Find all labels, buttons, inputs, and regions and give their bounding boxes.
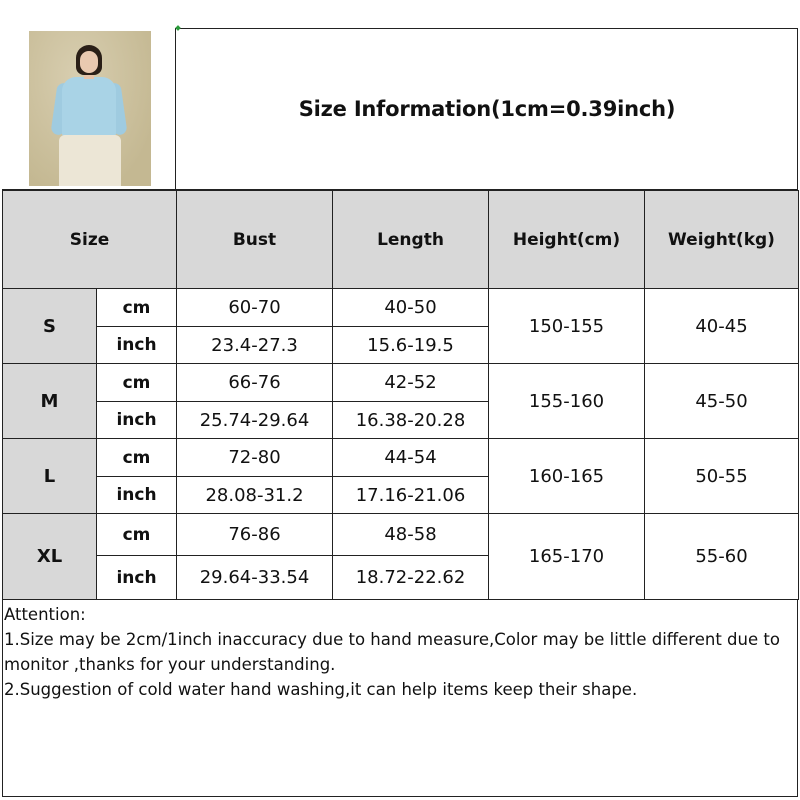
- header-length: Length: [333, 191, 489, 289]
- attention-notes: [4, 602, 796, 702]
- table-header-row: [3, 191, 799, 289]
- bust-cm: 76-86: [177, 514, 333, 556]
- header-height: Height(cm): [489, 191, 645, 289]
- size-label: S: [3, 289, 97, 364]
- title-cell: [176, 28, 798, 190]
- table-row: [3, 439, 799, 477]
- unit-inch: inch: [97, 477, 177, 514]
- notes-line-2: 2.Suggestion of cold water hand washing,it can help items keep their shape.: [4, 680, 638, 699]
- unit-inch: inch: [97, 402, 177, 439]
- size-label: L: [3, 439, 97, 514]
- size-label: M: [3, 364, 97, 439]
- table-row: [3, 289, 799, 327]
- unit-cm: cm: [97, 514, 177, 556]
- unit-inch: inch: [97, 556, 177, 600]
- height-value: 150-155: [489, 289, 645, 364]
- length-inch: 18.72-22.62: [333, 556, 489, 600]
- length-cm: 48-58: [333, 514, 489, 556]
- header-size: Size: [3, 191, 177, 289]
- notes-heading: Attention:: [4, 605, 86, 624]
- length-inch: 15.6-19.5: [333, 327, 489, 364]
- unit-cm: cm: [97, 364, 177, 402]
- product-photo: [29, 31, 151, 186]
- unit-cm: cm: [97, 439, 177, 477]
- length-cm: 40-50: [333, 289, 489, 327]
- table-row: [3, 364, 799, 402]
- bust-inch: 28.08-31.2: [177, 477, 333, 514]
- weight-value: 40-45: [645, 289, 799, 364]
- size-label: XL: [3, 514, 97, 600]
- height-value: 155-160: [489, 364, 645, 439]
- header-bust: Bust: [177, 191, 333, 289]
- product-photo-cell: [2, 28, 176, 190]
- weight-value: 50-55: [645, 439, 799, 514]
- height-value: 160-165: [489, 439, 645, 514]
- length-cm: 42-52: [333, 364, 489, 402]
- bust-inch: 23.4-27.3: [177, 327, 333, 364]
- weight-value: 45-50: [645, 364, 799, 439]
- length-cm: 44-54: [333, 439, 489, 477]
- header-weight: Weight(kg): [645, 191, 799, 289]
- unit-cm: cm: [97, 289, 177, 327]
- bust-cm: 66-76: [177, 364, 333, 402]
- bust-cm: 60-70: [177, 289, 333, 327]
- length-inch: 16.38-20.28: [333, 402, 489, 439]
- bust-inch: 29.64-33.54: [177, 556, 333, 600]
- height-value: 165-170: [489, 514, 645, 600]
- length-inch: 17.16-21.06: [333, 477, 489, 514]
- page-title: Size Information(1cm=0.39inch): [298, 96, 676, 121]
- bust-inch: 25.74-29.64: [177, 402, 333, 439]
- size-table: [2, 190, 799, 600]
- bust-cm: 72-80: [177, 439, 333, 477]
- weight-value: 55-60: [645, 514, 799, 600]
- table-row: [3, 514, 799, 556]
- unit-inch: inch: [97, 327, 177, 364]
- notes-line-1: 1.Size may be 2cm/1inch inaccuracy due to hand measure,Color may be little different due to monitor ,thanks for your understanding.: [4, 630, 780, 674]
